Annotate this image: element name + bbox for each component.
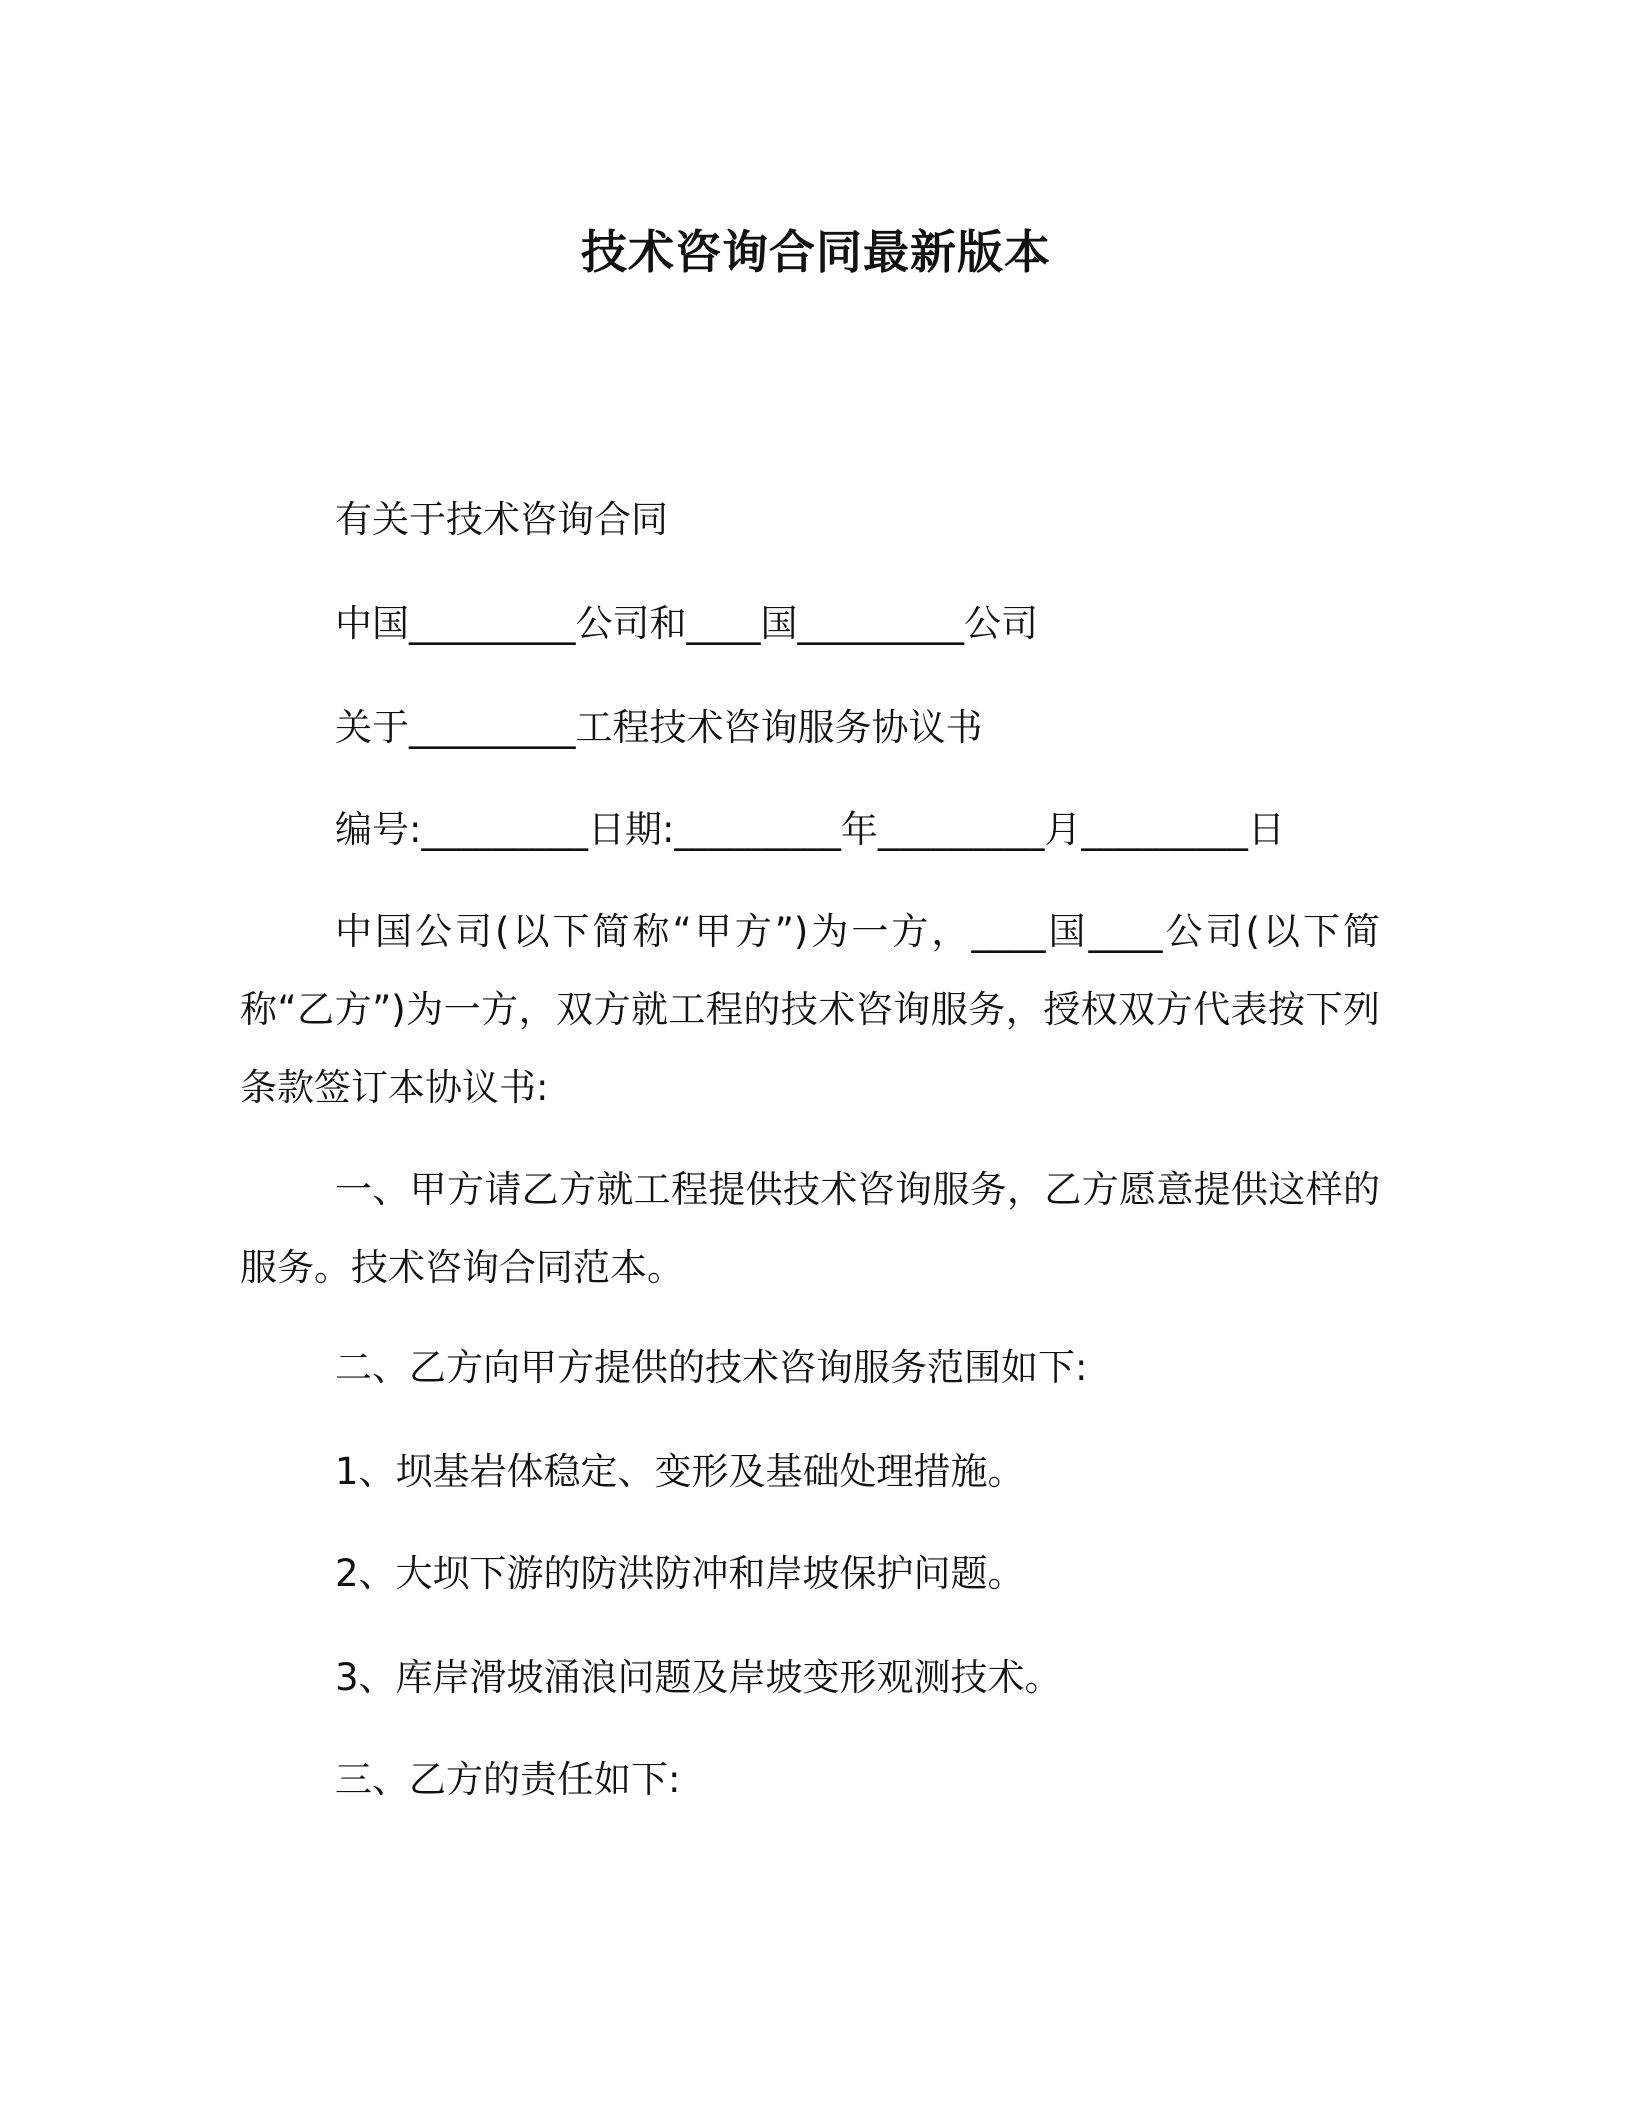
- scope-item-3: 3、库岸滑坡涌浪问题及岸坡变形观测技术。: [335, 1656, 1062, 1699]
- parties-line: 中国_________公司和____国_________公司: [335, 602, 1038, 645]
- scope-item-2: 2、大坝下游的防洪防冲和岸坡保护问题。: [335, 1552, 1025, 1595]
- clause-1-paragraph: 一、甲方请乙方就工程提供技术咨询服务，乙方愿意提供这样的服务。技术咨询合同范本。: [240, 1168, 1380, 1289]
- clause-2-heading: 二、乙方向甲方提供的技术咨询服务范围如下:: [335, 1346, 1088, 1389]
- number-date-line: 编号:_________日期:_________年_________月_________日: [335, 808, 1285, 851]
- clause-3-heading: 三、乙方的责任如下:: [335, 1758, 681, 1801]
- agreement-title-line: 关于_________工程技术咨询服务协议书: [335, 706, 983, 749]
- preamble-paragraph: 中国公司(以下简称“甲方”)为一方，____国____公司(以下简称“乙方”)为一方，双方就工程的技术咨询服务，授权双方代表按下列条款签订本协议书:: [240, 910, 1380, 1109]
- document-title: 技术咨询合同最新版本: [581, 225, 1051, 279]
- subject-line: 有关于技术咨询合同: [335, 498, 668, 541]
- scope-item-1: 1、坝基岩体稳定、变形及基础处理措施。: [335, 1450, 1025, 1493]
